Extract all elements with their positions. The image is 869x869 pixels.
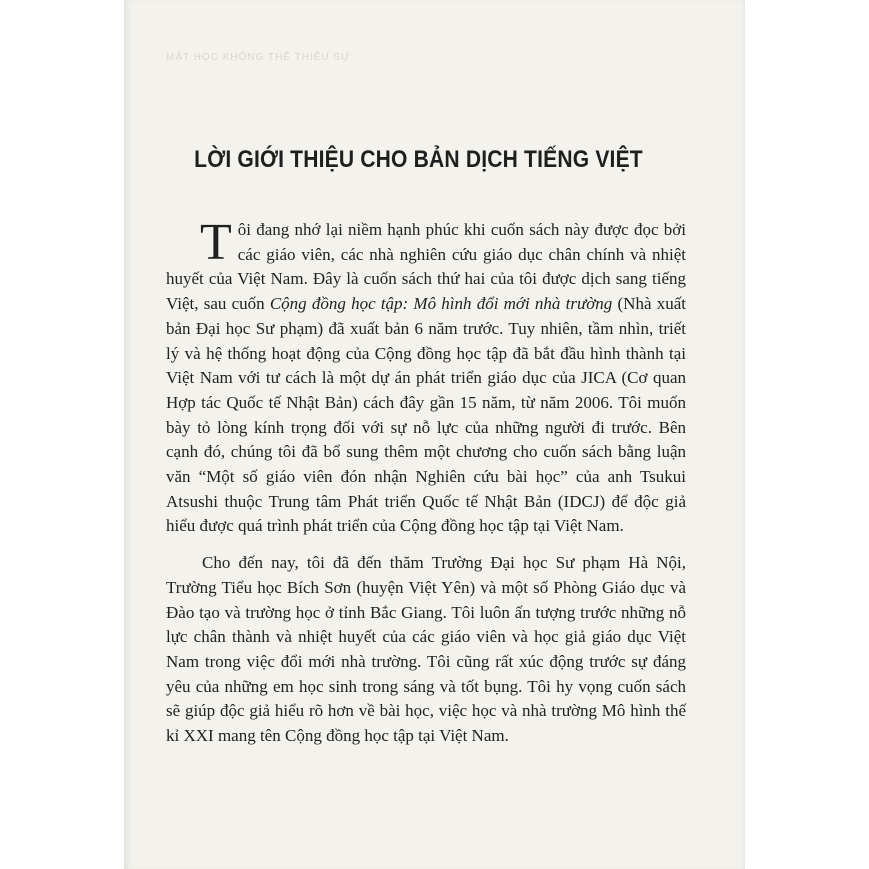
body-text (166, 214, 686, 749)
paragraph-1-text-b: (Nhà xuất bản Đại học Sư phạm) đã xuất bản 6 năm trước. Tuy nhiên, tầm nhìn, triết lý và hệ thống hoạt động của Cộng đồng học tập đã bắt đầu hình thành tại Việt Nam với tư cách là một dự án phát triển giáo dục của JICA (Cơ quan Hợp tác Quốc tế Nhật Bản) cách đây gần 15 năm, từ năm 2006. Tôi muốn bày tỏ lòng kính trọng đối với sự nỗ lực của những người đi trước. Bên cạnh đó, chúng tôi đã bổ sung thêm một chương cho cuốn sách bằng luận văn “Một số giáo viên đón nhận Nghiên cứu bài học” của anh Tsukui Atsushi thuộc Trung tâm Phát triển Quốc tế Nhật Bản (IDCJ) để độc giả hiểu được quá trình phát triển của Cộng đồng học tập tại Việt Nam. (166, 294, 686, 536)
book-title-italic: Cộng đồng học tập: Mô hình đổi mới nhà trường (269, 294, 613, 314)
drop-cap: T (200, 214, 232, 271)
running-head: MẬT HỌC KHÔNG THỂ THIẾU SỰ (166, 52, 351, 63)
paragraph-1 (166, 214, 686, 539)
chapter-title: LỜI GIỚI THIỆU CHO BẢN DỊCH TIẾNG VIỆT (194, 146, 643, 173)
paragraph-2: Cho đến nay, tôi đã đến thăm Trường Đại học Sư phạm Hà Nội, Trường Tiểu học Bích Sơn (huyện Việt Yên) và một số Phòng Giáo dục và Đào tạo và trường học ở tỉnh Bắc Giang. Tôi luôn ấn tượng trước những nỗ lực chân thành và nhiệt huyết của các giáo viên và học giả giáo dục Việt Nam trong việc đổi mới nhà trường. Tôi cũng rất xúc động trước sự đáng yêu của những em học sinh trong sáng và tốt bụng. Tôi hy vọng cuốn sách sẽ giúp độc giả hiểu rõ hơn về bài học, việc học và nhà trường Mô hình thế kỉ XXI mang tên Cộng đồng học tập tại Việt Nam. (166, 553, 686, 746)
paragraph-1-text-a: ôi đang nhớ lại niềm hạnh phúc khi cuốn sách này được đọc bởi các giáo viên, các nhà nghiên cứu giáo dục chân chính và nhiệt huyết của Việt Nam. Đây là cuốn sách thứ hai của tôi được dịch sang tiếng Việt, sau cuốn (166, 220, 686, 314)
